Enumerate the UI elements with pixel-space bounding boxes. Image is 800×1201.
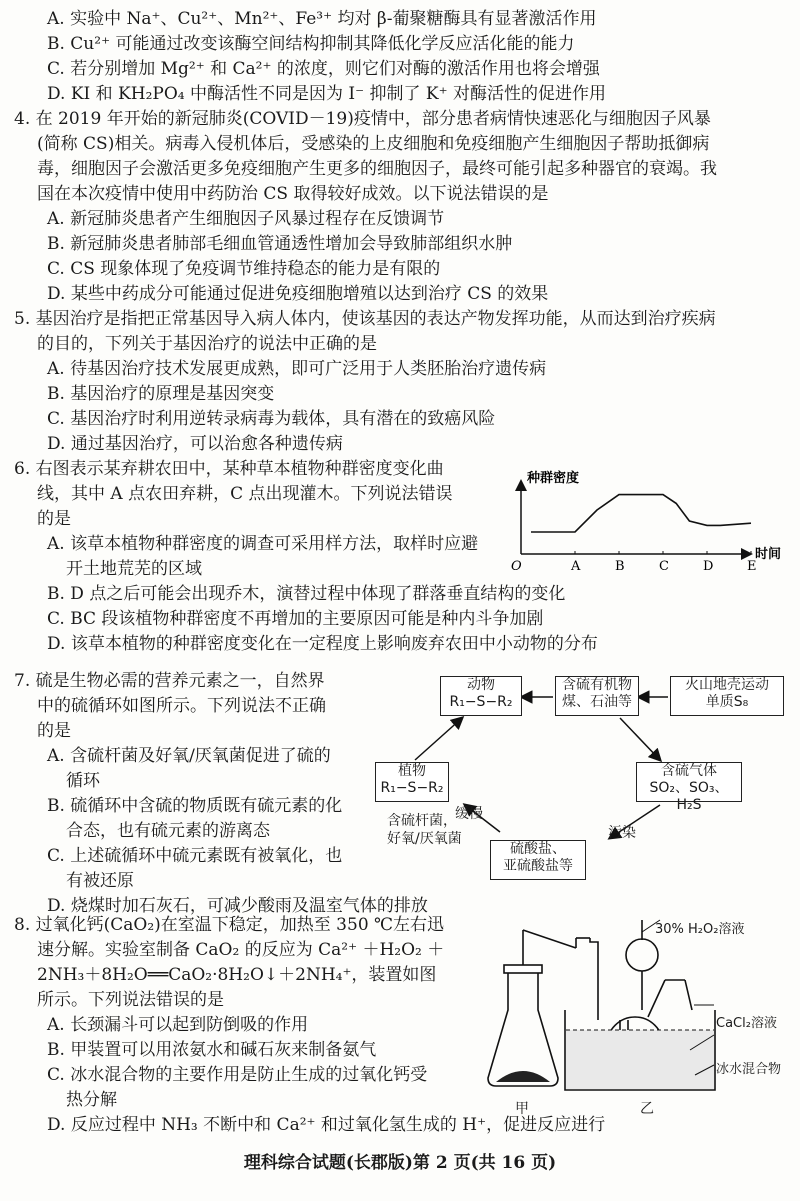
x-tick-label: C (659, 559, 669, 572)
q4-option-a: A. 新冠肺炎患者产生细胞因子风暴过程存在反馈调节 (47, 209, 445, 229)
x-tick-label: A (571, 559, 581, 572)
node-plant (375, 762, 449, 802)
q7-option-c-cont: 有被还原 (66, 871, 134, 891)
q8-option-c: C. 冰水混合物的主要作用是防止生成的过氧化钙受 (47, 1065, 428, 1085)
node-salt-title: 硫酸盐、 (510, 841, 566, 857)
q3-option-a: A. 实验中 Na⁺、Cu²⁺、Mn²⁺、Fe³⁺ 均对 β-葡聚糖酶具有显著激活作用 (47, 9, 597, 29)
apparatus-figure (480, 910, 780, 1110)
q3-option-d: D. KI 和 KH₂PO₄ 中酶活性不同是因为 I⁻ 抑制了 K⁺ 对酶活性的促进作用 (47, 84, 606, 104)
node-plant-formula: R₁−S−R₂ (380, 780, 444, 796)
pollution-label: 污染 (608, 825, 636, 841)
h2o2-label: 30% H₂O₂溶液 (655, 922, 745, 937)
q4-option-c: C. CS 现象体现了免疫调节维持稳态的能力是有限的 (47, 259, 441, 279)
x-tick-label: E (747, 559, 757, 572)
q6-option-d: D. 该草本植物的种群密度变化在一定程度上影响废弃农田中小动物的分布 (47, 634, 598, 654)
q7-stem-line: 7. 硫是生物必需的营养元素之一，自然界 (14, 671, 325, 691)
x-axis-label: 时间 (755, 547, 782, 562)
node-volcano-sub: 单质S₈ (705, 694, 749, 710)
q8-option-d: D. 反应过程中 NH₃ 不断中和 Ca²⁺ 和过氧化氢生成的 H⁺，促进反应进行 (47, 1115, 606, 1135)
q8-stem-line: 速分解。实验室制备 CaO₂ 的反应为 Ca²⁺ ＋H₂O₂ ＋ (37, 940, 445, 960)
q6-stem-line: 的是 (37, 509, 71, 529)
node-salt (490, 840, 586, 880)
q4-option-d: D. 某些中药成分可能通过促进免疫细胞增殖以达到治疗 CS 的效果 (47, 284, 549, 304)
flask-jia-label: 甲 (515, 1101, 529, 1117)
q8-stem-line: 2NH₃＋8H₂O══CaO₂·8H₂O↓＋2NH₄⁺，装置如图 (37, 965, 437, 985)
q5-stem-line: 5. 基因治疗是指把正常基因导入病人体内，使该基因的表达产物发挥功能，从而达到治疗疾病 (14, 309, 716, 329)
beaker-yi-label: 乙 (640, 1101, 654, 1117)
icewater-label: 冰水混合物 (716, 1062, 782, 1077)
bacteria-label-line: 含硫杆菌， (387, 813, 457, 829)
q8-stem-line: 8. 过氧化钙(CaO₂)在室温下稳定，加热至 350 ℃左右迅 (14, 915, 445, 935)
q8-option-c-cont: 热分解 (66, 1090, 117, 1110)
q7-option-a-cont: 循环 (66, 771, 100, 791)
q7-option-d: D. 烧煤时加石灰石，可减少酸雨及温室气体的排放 (47, 896, 428, 916)
q7-stem-line: 中的硫循环如图所示。下列说法不正确 (37, 696, 326, 716)
q4-option-b: B. 新冠肺炎患者肺部毛细血管通透性增加会导致肺部组织水肿 (47, 234, 513, 254)
node-animal (440, 676, 522, 716)
slow-label: 缓慢 (455, 806, 483, 822)
q5-stem-line: 的目的，下列关于基因治疗的说法中正确的是 (37, 334, 377, 354)
node-volcano-title: 火山地壳运动 (685, 677, 769, 693)
q7-option-a: A. 含硫杆菌及好氧/厌氧菌促进了硫的 (47, 746, 331, 766)
q4-stem-line: 国在本次疫情中使用中药防治 CS 取得较好成效。以下说法错误的是 (37, 184, 549, 204)
q3-option-b: B. Cu²⁺ 可能通过改变该酶空间结构抑制其降低化学反应活化能的能力 (47, 34, 575, 54)
node-plant-title: 植物 (398, 763, 426, 779)
node-gas-formula: SO₂、SO₃、H₂S (649, 780, 729, 813)
q4-stem-line: 4. 在 2019 年开始的新冠肺炎(COVID－19)疫情中，部分患者病情快速恶化与细胞因子风暴 (14, 109, 711, 129)
q6-option-a: A. 该草本植物种群密度的调查可采用样方法，取样时应避 (47, 534, 479, 554)
bacteria-label (387, 812, 462, 848)
x-tick-label: D (703, 559, 714, 572)
density-chart (505, 460, 795, 572)
q5-option-c: C. 基因治疗时利用逆转录病毒为载体，具有潜在的致癌风险 (47, 409, 496, 429)
node-organic-title: 含硫有机物 (562, 677, 632, 693)
q6-stem-line: 线，其中 A 点农田弃耕，C 点出现灌木。下列说法错误 (37, 484, 453, 504)
q6-option-b: B. D 点之后可能会出现乔木，演替过程中体现了群落垂直结构的变化 (47, 584, 566, 604)
cacl2-label: CaCl₂溶液 (716, 1016, 777, 1031)
q7-option-b: B. 硫循环中含硫的物质既有硫元素的化 (47, 796, 343, 816)
q5-option-a: A. 待基因治疗技术发展更成熟，即可广泛用于人类胚胎治疗遗传病 (47, 359, 547, 379)
q5-option-d: D. 通过基因治疗，可以治愈各种遗传病 (47, 434, 343, 454)
density-curve (531, 495, 751, 532)
node-salt-sub: 亚硫酸盐等 (503, 858, 573, 874)
node-animal-title: 动物 (467, 677, 495, 693)
node-gas-title: 含硫气体 (661, 763, 717, 779)
q8-option-a: A. 长颈漏斗可以起到防倒吸的作用 (47, 1015, 309, 1035)
node-animal-formula: R₁−S−R₂ (449, 694, 513, 710)
q6-option-a-cont: 开土地荒芜的区域 (66, 559, 202, 579)
page-footer: 理科综合试题(长郡版)第 2 页(共 16 页) (243, 1153, 557, 1173)
q4-stem-line: 毒，细胞因子会激活更多免疫细胞产生更多的细胞因子，最终可能引起多种器官的衰竭。我 (37, 159, 717, 179)
q5-option-b: B. 基因治疗的原理是基因突变 (47, 384, 275, 404)
y-axis-label: 种群密度 (527, 471, 580, 486)
node-organic-sub: 煤、石油等 (562, 694, 632, 710)
origin-label: O (511, 559, 522, 572)
q7-option-c: C. 上述硫循环中硫元素既有被氧化，也 (47, 846, 343, 866)
q3-option-c: C. 若分别增加 Mg²⁺ 和 Ca²⁺ 的浓度，则它们对酶的激活作用也将会增强 (47, 59, 600, 79)
q6-stem-line: 6. 右图表示某弃耕农田中，某种草本植物种群密度变化曲 (14, 459, 444, 479)
q8-stem-line: 所示。下列说法错误的是 (37, 990, 224, 1010)
q8-option-b: B. 甲装置可以用浓氨水和碱石灰来制备氨气 (47, 1040, 377, 1060)
q6-option-c: C. BC 段该植物种群密度不再增加的主要原因可能是种内斗争加剧 (47, 609, 544, 629)
node-organic (555, 676, 639, 716)
q4-stem-line: (简称 CS)相关。病毒入侵机体后，受感染的上皮细胞和免疫细胞产生细胞因子帮助抵御病 (37, 134, 710, 154)
q7-stem-line: 的是 (37, 721, 71, 741)
node-volcano (670, 676, 784, 716)
x-tick-label: B (615, 559, 625, 572)
node-gas (636, 762, 742, 813)
bacteria-label-line: 好氧/厌氧菌 (387, 831, 462, 847)
q7-option-b-cont: 合态，也有硫元素的游离态 (66, 821, 270, 841)
